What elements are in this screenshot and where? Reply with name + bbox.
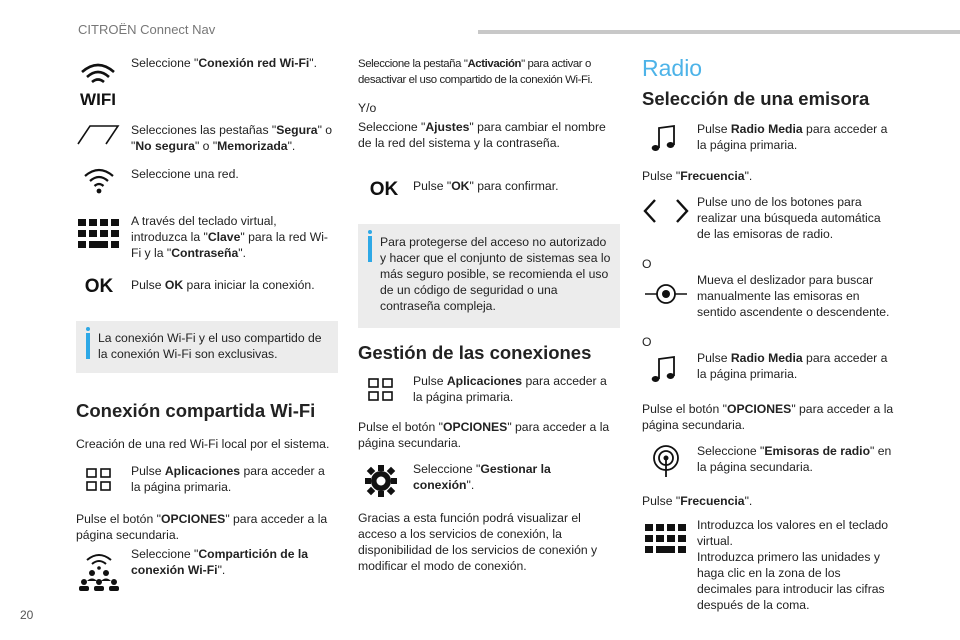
svg-text:WIFI: WIFI [80,90,116,106]
ok-icon: OK [84,276,114,297]
instruction-press-apps: Pulse Aplicaciones para acceder a la página primaria. [131,464,325,494]
wifi-sharing-intro: Creación de una red Wi-Fi local por el sistema. [76,437,330,451]
radio-stations-icon [649,444,683,478]
instruction-settings: Seleccione "Ajustes" para cambiar el nombre de la red del sistema y la contraseña. [358,120,606,150]
gear-icon [364,464,398,498]
section-heading-connections: Gestión de las conexiones [358,342,592,363]
wifi-signal-icon [82,166,116,196]
instruction-radio-media-2: Pulse Radio Media para acceder a la página primaria. [697,351,888,381]
wifi-sharing-icon [78,550,120,592]
apps-grid-icon [86,468,112,492]
tab-parallelogram-icon [76,124,120,146]
prev-next-chevron-icon [642,198,690,224]
music-note-icon [650,355,678,385]
page-header-title: CITROËN Connect Nav [78,22,216,37]
header-rule [478,30,960,34]
instruction-manage-connection: Seleccione "Gestionar la conexión". [413,462,551,492]
instruction-options: Pulse el botón "OPCIONES" para acceder a la página secundaria. [76,512,328,542]
page-number: 20 [20,608,34,622]
connection-description: Gracias a esta función podrá visualizar el acceso a los servicios de conexión, la disponibilidad de los servicios de conexión y modificar el modo de conexión. [358,511,598,573]
instruction-enter-frequency: Introduzca los valores en el teclado virtual. Introduzca primero las unidades y haga clic en la zona de los decimales para introducir las cifras después de la coma. [697,518,889,612]
instruction-ok-connect: Pulse OK para iniciar la conexión. [131,278,315,292]
instruction-frequency: Pulse "Frecuencia". [642,169,753,183]
section-heading-station: Selección de una emisora [642,88,870,109]
keyboard-icon [78,219,120,249]
info-icon [86,333,90,359]
info-icon [368,236,372,262]
ok-icon: OK [369,179,399,200]
music-note-icon [650,124,678,154]
instruction-enter-key: A través del teclado virtual, introduzca la "Clave" para la red Wi-Fi y la "Contraseña". [131,214,328,260]
instruction-frequency-2: Pulse "Frecuencia". [642,494,753,508]
section-title-radio: Radio [642,55,703,81]
instruction-radio-media: Pulse Radio Media para acceder a la página primaria. [697,122,888,152]
section-heading-wifi-sharing: Conexión compartida Wi-Fi [76,400,316,421]
instruction-press-apps: Pulse Aplicaciones para acceder a la página primaria. [413,374,607,404]
instruction-select-sharing: Seleccione "Compartición de la conexión Wi-Fi". [131,547,309,577]
security-note: Para protegerse del acceso no autorizado y hacer que el conjunto de sistemas sea lo más seguro posible, se recomienda el uso de un código de seguridad o una contraseña compleja. [358,224,620,328]
keyboard-icon [645,524,687,554]
instruction-select-network: Seleccione una red. [131,167,239,181]
slider-tuner-icon [645,281,687,307]
info-note: La conexión Wi-Fi y el uso compartido de la conexión Wi-Fi son exclusivas. [76,321,338,373]
and-or-label: Y/o [358,101,377,115]
instruction-options: Pulse el botón "OPCIONES" para acceder a la página secundaria. [358,420,610,450]
instruction-select-wifi: Seleccione "Conexión red Wi-Fi". [131,56,317,70]
instruction-options: Pulse el botón "OPCIONES" para acceder a la página secundaria. [642,402,894,432]
instruction-slider: Mueva el deslizador para buscar manualmente las emisoras en sentido ascendente o descendente. [697,273,890,319]
instruction-activation-tab: Seleccione la pestaña "Activación" para activar o desactivar el uso compartido de la conexión Wi-Fi. [358,58,593,86]
apps-grid-icon [368,378,394,402]
instruction-radio-stations: Seleccione "Emisoras de radio" en la página secundaria. [697,444,892,474]
instruction-select-tabs: Selecciones las pestañas "Segura" o "No segura" o "Memorizada". [131,123,333,153]
or-label-1: O [642,257,652,271]
instruction-ok-confirm: Pulse "OK" para confirmar. [413,179,559,193]
or-label-2: O [642,335,652,349]
instruction-auto-search: Pulse uno de los botones para realizar una búsqueda automática de las emisoras de radio. [697,195,881,241]
wifi-icon [76,60,120,106]
